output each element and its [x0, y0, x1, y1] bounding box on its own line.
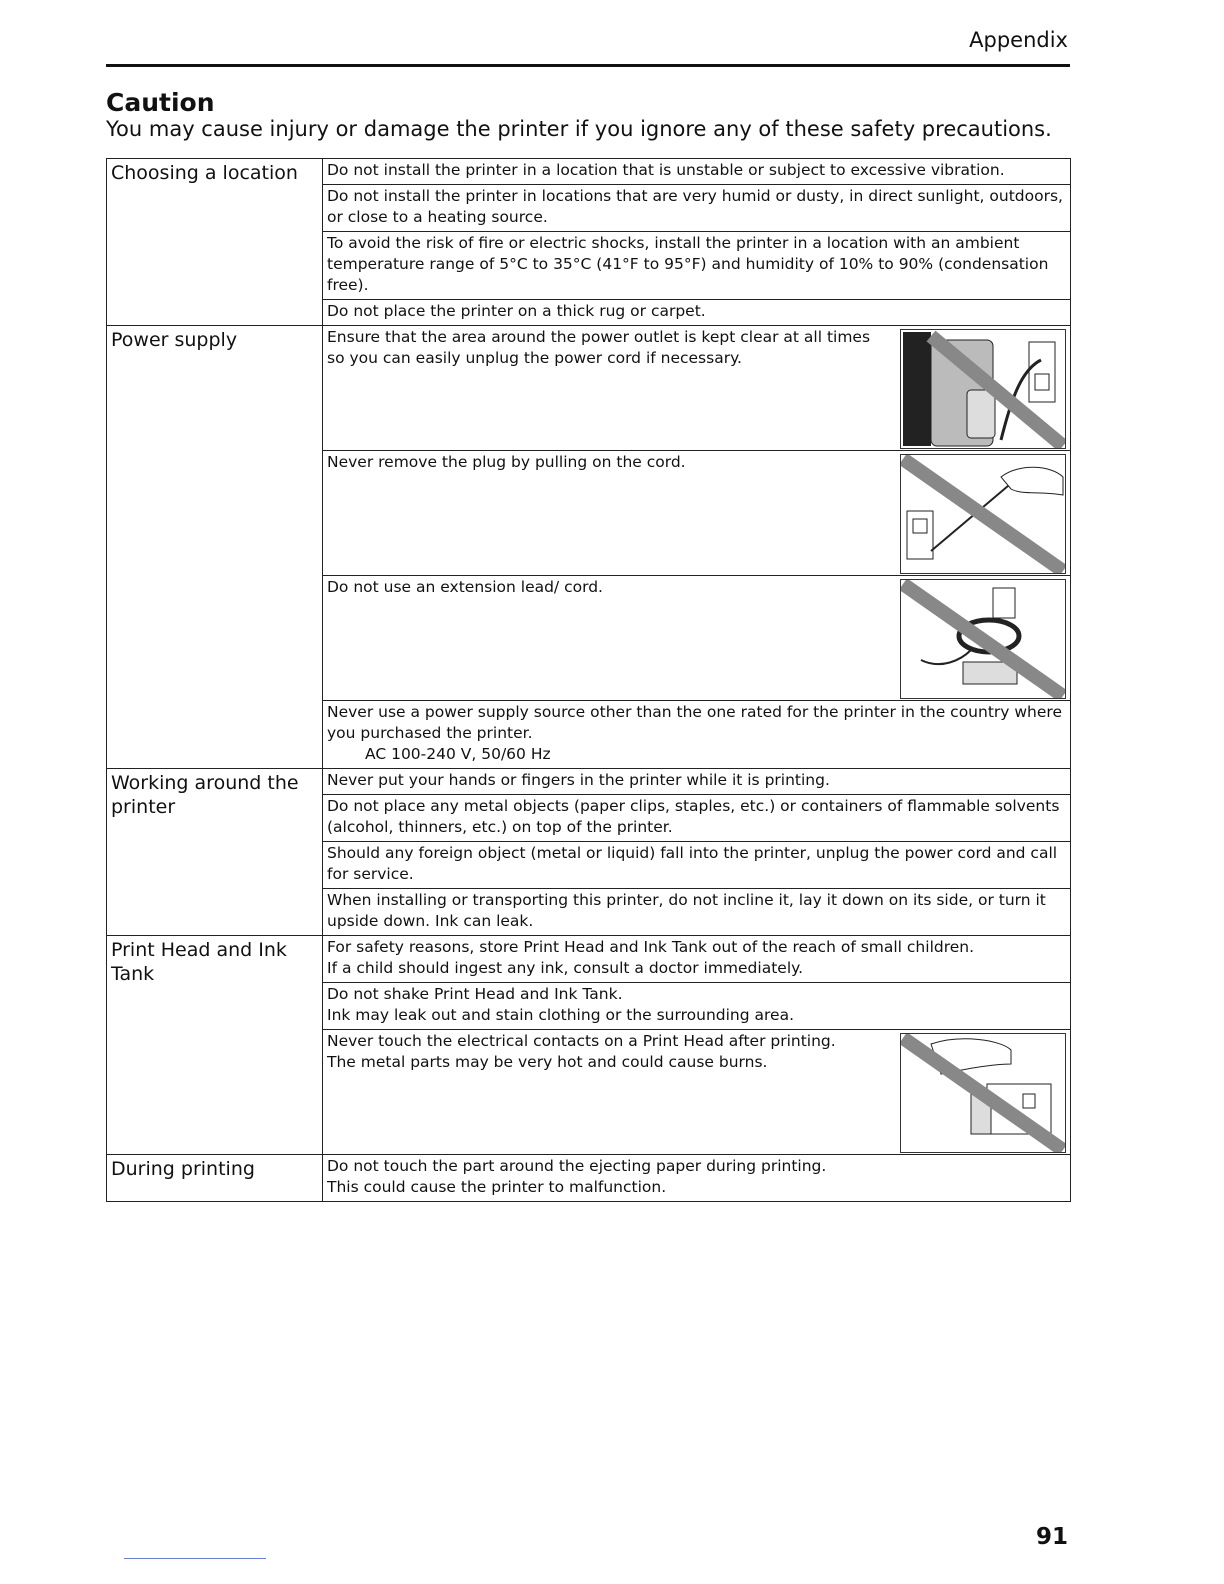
list-item: Never remove the plug by pulling on the cord.	[323, 451, 1070, 576]
list-item: Ensure that the area around the power outlet is kept clear at all times so you can easily unplug the power cord if necessary.	[323, 326, 1070, 451]
extension-cord-icon	[901, 580, 1065, 698]
plug-pull-icon	[901, 455, 1065, 573]
section-working	[107, 769, 1071, 936]
list-item: Do not place the printer on a thick rug or carpet.	[327, 302, 706, 320]
power-spec: AC 100-240 V, 50/60 Hz	[365, 745, 551, 763]
category-label: Power supply	[107, 326, 323, 769]
caution-subtitle: You may cause injury or damage the printer if you ignore any of these safety precautions.	[106, 117, 1052, 141]
section-printhead	[107, 936, 1071, 1155]
page-number: 91	[1036, 1524, 1069, 1550]
list-item: Do not shake Print Head and Ink Tank. Ink may leak out and stain clothing or the surrounding area.	[323, 983, 1070, 1030]
category-label: Print Head and Ink Tank	[107, 936, 323, 1155]
category-label: Choosing a location	[107, 159, 323, 326]
outlet-blocked-icon	[901, 330, 1065, 448]
list-item: To avoid the risk of fire or electric shocks, install the printer in a location with an ambient temperature range of 5°C to 35°C (41°F to 95°F) and humidity of 10% to 90% (condensation free).	[323, 232, 1070, 300]
category-label: During printing	[107, 1155, 323, 1202]
section-location	[107, 159, 1071, 326]
category-label: Working around the printer	[107, 769, 323, 936]
footer-line	[124, 1558, 266, 1559]
header-title: Appendix	[969, 28, 1068, 52]
list-item: For safety reasons, store Print Head and Ink Tank out of the reach of small children. If a child should ingest any ink, consult a doctor immediately.	[323, 936, 1070, 983]
list-item: Never use a power supply source other than the one rated for the printer in the country where you purchased the printer. AC 100-240 V, 50/60 Hz	[323, 701, 1070, 768]
list-item: Never put your hands or fingers in the printer while it is printing.	[323, 769, 1070, 795]
list-item: Do not place any metal objects (paper clips, staples, etc.) or containers of flammable solvents (alcohol, thinners, etc.) on top of the printer.	[323, 795, 1070, 842]
print-head-hand-icon	[901, 1034, 1065, 1152]
list-item: When installing or transporting this printer, do not incline it, lay it down on its side, or turn it upside down. Ink can leak.	[327, 891, 1046, 930]
power-outlet-illustration	[900, 329, 1066, 449]
safety-table	[106, 158, 1071, 1202]
list-item: Do not install the printer in locations that are very humid or dusty, in direct sunlight, outdoors, or close to a heating source.	[323, 185, 1070, 232]
plug-pull-illustration	[900, 454, 1066, 574]
list-item: Do not install the printer in a location that is unstable or subject to excessive vibration.	[323, 159, 1070, 185]
list-item: Do not touch the part around the ejecting paper during printing. This could cause the printer to malfunction.	[327, 1157, 827, 1196]
list-item: Should any foreign object (metal or liquid) fall into the printer, unplug the power cord and call for service.	[323, 842, 1070, 889]
caution-title: Caution	[106, 88, 215, 117]
list-item: Never touch the electrical contacts on a Print Head after printing. The metal parts may be very hot and could cause burns.	[323, 1030, 1070, 1154]
list-item: Do not use an extension lead/ cord.	[323, 576, 1070, 701]
section-printing	[107, 1155, 1071, 1202]
extension-cord-illustration	[900, 579, 1066, 699]
page-header	[106, 28, 1070, 67]
section-power	[107, 326, 1071, 769]
print-head-illustration	[900, 1033, 1066, 1153]
